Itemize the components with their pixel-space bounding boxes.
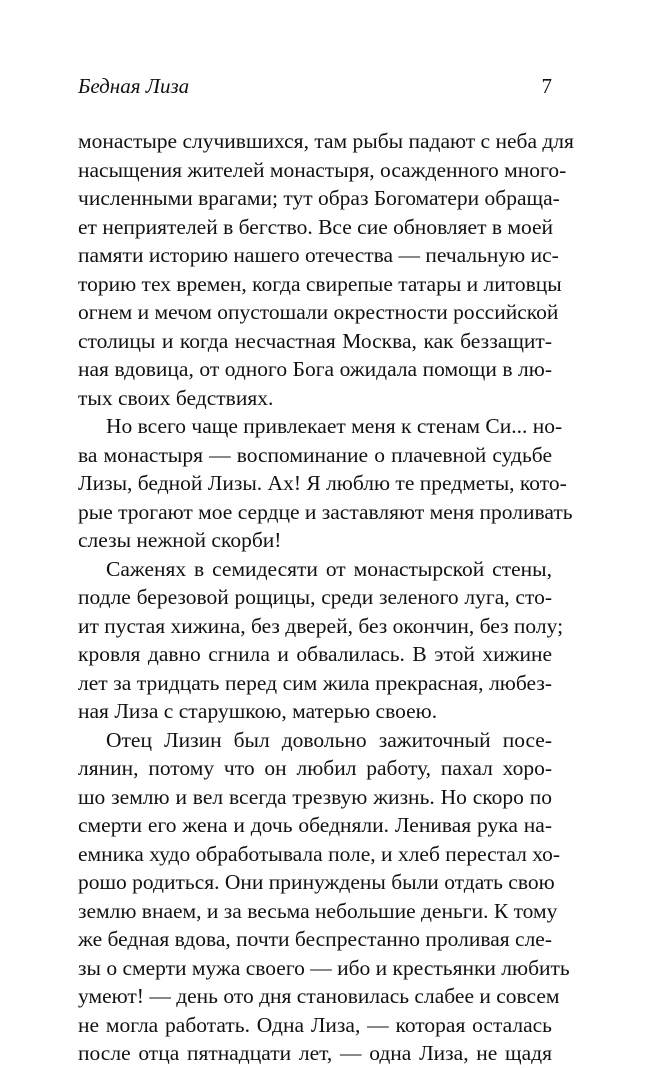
- text-line: после отца пятнадцати лет, — одна Лиза, не щадя: [78, 1041, 552, 1065]
- text-line: Лизы, бедной Лизы. Ах! Я люблю те предметы, кото-: [78, 471, 567, 495]
- text-line: лет за тридцать перед сим жила прекрасная, любез-: [78, 670, 552, 695]
- paragraph: [78, 726, 570, 1068]
- text-line: зы о смерти мужа своего — ибо и крестьянки любить: [78, 955, 570, 980]
- text-line: ная Лиза с старушкою, матерью своею.: [78, 699, 438, 723]
- text-line: шо землю и вел всегда трезвую жизнь. Но скоро по: [78, 784, 552, 809]
- text-line: столицы и когда несчастная Москва, как беззащит-: [78, 328, 552, 353]
- running-title: Бедная Лиза: [78, 74, 190, 98]
- text-line: кровля давно сгнила и обвалилась. В этой хижине: [78, 642, 552, 666]
- text-line: численными врагами; тут образ Богоматери обраща-: [78, 186, 560, 210]
- text-line: ет неприятелей в бегство. Все сие обновляет в моей: [78, 214, 554, 239]
- paragraph: [78, 555, 564, 726]
- text-line: умеют! — день ото дня становилась слабее и совсем: [78, 984, 560, 1008]
- text-line: лянин, потому что он любил работу, пахал хоро-: [78, 756, 552, 780]
- text-line: рошо родиться. Они принуждены были отдать свою: [78, 870, 555, 894]
- text-line: емника худо обработывала поле, и хлеб перестал хо-: [78, 841, 561, 866]
- text-line: торию тех времен, когда свирепые татары и литовцы: [78, 271, 562, 296]
- text-line: не могла работать. Одна Лиза, — которая осталась: [78, 1012, 552, 1037]
- text-line: огнем и мечом опустошали окрестности российской: [78, 300, 559, 324]
- running-head: [78, 74, 552, 104]
- text-line: ва монастыря — воспоминание о плачевной судьбе: [78, 442, 552, 467]
- text-line: Отец Лизин был довольно зажиточный посе-: [106, 727, 552, 752]
- text-line: смерти его жена и дочь обедняли. Ленивая рука на-: [78, 813, 552, 837]
- text-line: ит пустая хижина, без дверей, без окончин, без полу;: [78, 613, 564, 638]
- text-line: насыщения жителей монастыря, осажденного много-: [78, 157, 567, 182]
- text-line: тых своих бедствиях.: [78, 385, 274, 410]
- text-line: слезы нежной скорби!: [78, 528, 282, 552]
- text-line: ная вдовица, от одного Бога ожидала помощи в лю-: [78, 357, 552, 381]
- text-line: Саженях в семидесяти от монастырской стены,: [106, 556, 552, 581]
- text-line: землю внаем, и за весьма небольшие деньги. К тому: [78, 898, 558, 923]
- paragraph: [78, 412, 573, 555]
- text-line: подле березовой рощицы, среди зеленого луга, сто-: [78, 585, 552, 609]
- text-line: Но всего чаще привлекает меня к стенам Си... но-: [106, 414, 563, 438]
- text-line: же бедная вдова, почти беспрестанно проливая сле-: [78, 927, 553, 951]
- text-line: памяти историю нашего отечества — печальную ис-: [78, 243, 559, 267]
- paragraph: [78, 127, 574, 412]
- text-line: рые трогают мое сердце и заставляют меня проливать: [78, 499, 573, 524]
- body-text: [78, 127, 574, 1068]
- text-line: монастыре случившихся, там рыбы падают с неба для: [78, 129, 574, 153]
- page-number: 7: [541, 74, 552, 98]
